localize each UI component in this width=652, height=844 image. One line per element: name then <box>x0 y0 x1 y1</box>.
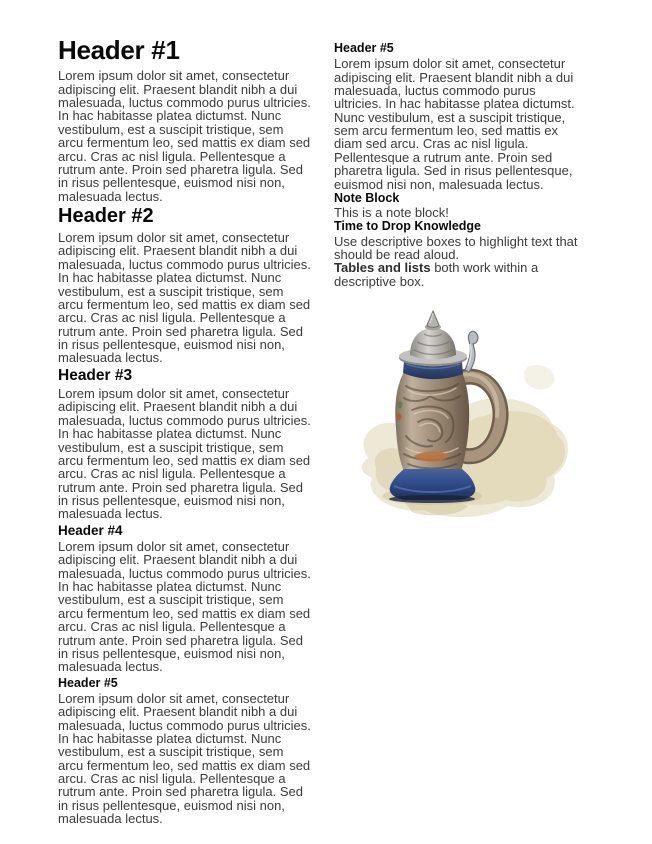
body-paragraph-5: Lorem ipsum dolor sit amet, consectetur adipiscing elit. Praesent blandit nibh a dui malesuada, luctus commodo purus ultricies. In hac habitasse platea dictumst. Nunc vestibulum, est a suscipit tristique, sem arcu fermentum leo, sed mattis ex diam sed arcu. Cras ac nisl ligula. Pellentesque a rutrum ante. Proin sed pharetra ligula. Sed in risus pellentesque, euismod nisi non, malesuada lectus. <box>58 690 311 827</box>
body-paragraph-4: Lorem ipsum dolor sit amet, consectetur adipiscing elit. Praesent blandit nibh a dui malesuada, luctus commodo purus ultricies. In hac habitasse platea dictumst. Nunc vestibulum, est a suscipit tristique, sem arcu fermentum leo, sed mattis ex diam sed arcu. Cras ac nisl ligula. Pellentesque a rutrum ante. Proin sed pharetra ligula. Sed in risus pellentesque, euismod nisi non, malesuada lectus. <box>58 538 311 675</box>
tables-lists-rest: both work within a descriptive box. <box>334 260 539 289</box>
section-heading-4: Header #4 <box>58 522 123 538</box>
beer-stein-svg <box>334 306 579 521</box>
body-paragraph-2: Lorem ipsum dolor sit amet, consectetur adipiscing elit. Praesent blandit nibh a dui malesuada, luctus commodo purus ultricies. In hac habitasse platea dictumst. Nunc vestibulum, est a suscipit tristique, sem arcu fermentum leo, sed mattis ex diam sed arcu. Cras ac nisl ligula. Pellentesque a rutrum ante. Proin sed pharetra ligula. Sed in risus pellentesque, euismod nisi non, malesuada lectus. <box>58 230 311 366</box>
tables-lists-line <box>334 261 586 288</box>
stein-lid <box>399 311 467 366</box>
section-heading-3: Header #3 <box>58 366 133 384</box>
knowledge-text: Use descriptive boxes to highlight text that should be read aloud. <box>334 233 578 262</box>
section-heading-5-right: Header #5 <box>334 41 394 55</box>
body-paragraph-3: Lorem ipsum dolor sit amet, consectetur adipiscing elit. Praesent blandit nibh a dui malesuada, luctus commodo purus ultricies. In hac habitasse platea dictumst. Nunc vestibulum, est a suscipit tristique, sem arcu fermentum leo, sed mattis ex diam sed arcu. Cras ac nisl ligula. Pellentesque a rutrum ante. Proin sed pharetra ligula. Sed in risus pellentesque, euismod nisi non, malesuada lectus. <box>58 386 311 522</box>
note-block-heading: Note Block <box>334 190 400 205</box>
knowledge-heading: Time to Drop Knowledge <box>334 219 481 234</box>
body-paragraph-1: Lorem ipsum dolor sit amet, consectetur adipiscing elit. Praesent blandit nibh a dui malesuada, luctus commodo purus ultricies. In hac habitasse platea dictumst. Nunc vestibulum, est a suscipit tristique, sem arcu fermentum leo, sed mattis ex diam sed arcu. Cras ac nisl ligula. Pellentesque a rutrum ante. Proin sed pharetra ligula. Sed in risus pellentesque, euismod nisi non, malesuada lectus. <box>58 68 311 204</box>
right-column <box>334 40 586 521</box>
beer-stein-illustration <box>334 306 579 521</box>
section-heading-1: Header #1 <box>58 35 180 65</box>
section-heading-5: Header #5 <box>58 675 118 690</box>
stein-body <box>395 372 469 471</box>
stein-base <box>389 469 475 503</box>
section-heading-2: Header #2 <box>58 205 154 228</box>
body-paragraph-6: Lorem ipsum dolor sit amet, consectetur adipiscing elit. Praesent blandit nibh a dui malesuada, luctus commodo purus ultricies. In hac habitasse platea dictumst. Nunc vestibulum, est a suscipit tristique, sem arcu fermentum leo, sed mattis ex diam sed arcu. Cras ac nisl ligula. Pellentesque a rutrum ante. Proin sed pharetra ligula. Sed in risus pellentesque, euismod nisi non, malesuada lectus. <box>334 56 575 192</box>
left-column <box>58 37 311 829</box>
tables-lists-bold: Tables and lists <box>334 260 431 276</box>
stein-thumb-lever <box>465 331 478 372</box>
note-block-text: This is a note block! <box>334 205 449 220</box>
